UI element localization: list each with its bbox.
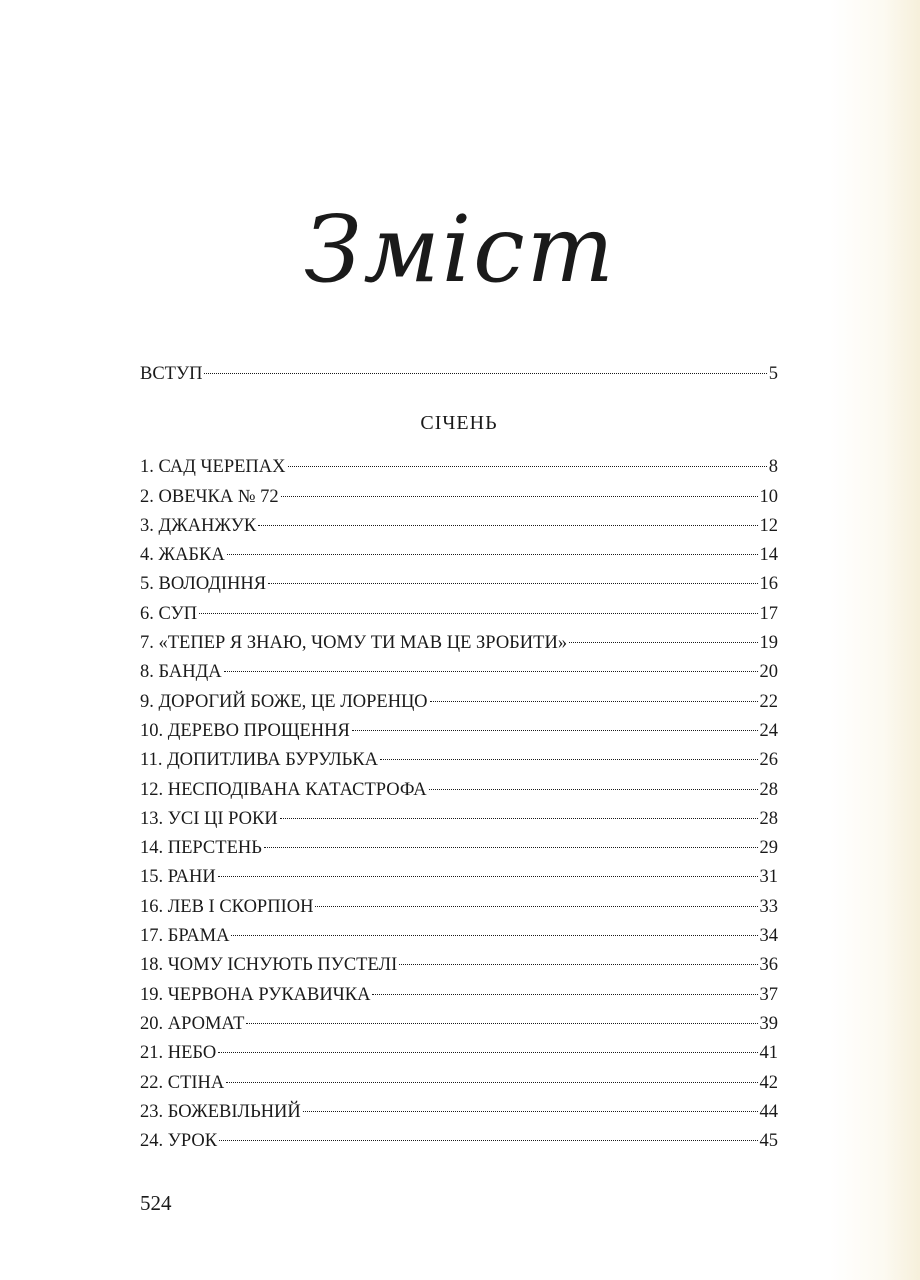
toc-entry	[140, 1098, 778, 1127]
toc-entry-label: ВСТУП	[140, 364, 203, 384]
toc-entry	[140, 453, 778, 482]
dot-leader	[218, 876, 758, 877]
dot-leader	[372, 994, 757, 995]
toc-entry	[140, 805, 778, 834]
dot-leader	[268, 583, 757, 584]
toc-entry	[140, 717, 778, 746]
toc-entry-page: 41	[759, 1043, 778, 1064]
toc-entry-label: 10. ДЕРЕВО ПРОЩЕННЯ	[140, 720, 350, 741]
dot-leader	[224, 671, 758, 672]
dot-leader	[258, 525, 757, 526]
dot-leader	[429, 789, 758, 790]
dot-leader	[226, 1082, 757, 1083]
toc-entry-page: 33	[759, 896, 778, 917]
toc-entry-page: 19	[759, 633, 778, 654]
toc-entry-label: 11. ДОПИТЛИВА БУРУЛЬКА	[140, 750, 378, 771]
toc-entry-page: 37	[759, 984, 778, 1005]
toc-entry-page: 42	[759, 1072, 778, 1093]
toc-entry-page: 12	[759, 515, 778, 536]
dot-leader	[231, 935, 757, 936]
toc-entry	[140, 629, 778, 658]
dot-leader	[204, 373, 766, 374]
toc-entry-label: 20. АРОМАТ	[140, 1013, 245, 1034]
toc-entry	[140, 541, 778, 570]
toc-entry	[140, 658, 778, 687]
toc-entry	[140, 570, 778, 599]
toc-entry-label: 3. ДЖАНЖУК	[140, 515, 257, 536]
toc-entry	[140, 746, 778, 775]
dot-leader	[303, 1111, 758, 1112]
toc-entry-label: 23. БОЖЕВІЛЬНИЙ	[140, 1101, 301, 1122]
toc-entry	[140, 776, 778, 805]
dot-leader	[315, 906, 757, 907]
dot-leader	[380, 759, 758, 760]
toc-entry	[140, 834, 778, 863]
toc-entry-label: 18. ЧОМУ ІСНУЮТЬ ПУСТЕЛІ	[140, 955, 398, 976]
toc-entry-label: 21. НЕБО	[140, 1043, 217, 1064]
toc-entry-label: 13. УСІ ЦІ РОКИ	[140, 808, 278, 829]
dot-leader	[399, 964, 757, 965]
dot-leader	[280, 818, 758, 819]
toc-entry-page: 24	[759, 720, 778, 741]
toc-entry-page: 20	[759, 662, 778, 683]
toc-entry-page: 28	[759, 779, 778, 800]
toc-entry	[140, 483, 778, 512]
toc-entry	[140, 863, 778, 892]
dot-leader	[281, 496, 758, 497]
page-title: Зміст	[304, 196, 616, 303]
toc-entry-label: 6. СУП	[140, 603, 198, 624]
toc-entry-label: 2. ОВЕЧКА № 72	[140, 486, 279, 507]
dot-leader	[219, 1140, 757, 1141]
toc-entry-label: 24. УРОК	[140, 1131, 218, 1152]
dot-leader	[264, 847, 758, 848]
toc-entry	[140, 1039, 778, 1068]
toc-entry-page: 28	[759, 808, 778, 829]
toc-entry-page: 5	[768, 364, 778, 384]
dot-leader	[199, 613, 757, 614]
toc-entry-label: 14. ПЕРСТЕНЬ	[140, 838, 262, 859]
toc-entry-label: 9. ДОРОГИЙ БОЖЕ, ЦЕ ЛОРЕНЦО	[140, 691, 428, 712]
toc-entry-list	[140, 453, 778, 1156]
toc-entry-page: 26	[759, 750, 778, 771]
toc-entry	[140, 951, 778, 980]
toc-entry-label: 7. «ТЕПЕР Я ЗНАЮ, ЧОМУ ТИ МАВ ЦЕ ЗРОБИТИ»	[140, 633, 568, 654]
toc-entry-page: 16	[759, 574, 778, 595]
toc-entry-label: 4. ЖАБКА	[140, 545, 225, 566]
table-of-contents	[140, 360, 778, 1156]
dot-leader	[246, 1023, 757, 1024]
toc-entry-page: 36	[759, 955, 778, 976]
toc-entry-label: 12. НЕСПОДІВАНА КАТАСТРОФА	[140, 779, 427, 800]
dot-leader	[288, 466, 767, 467]
toc-entry-page: 10	[759, 486, 778, 507]
toc-entry-page: 29	[759, 838, 778, 859]
toc-entry	[140, 922, 778, 951]
toc-entry-page: 39	[759, 1013, 778, 1034]
dot-leader	[569, 642, 757, 643]
dot-leader	[352, 730, 758, 731]
toc-entry	[140, 981, 778, 1010]
toc-entry	[140, 1010, 778, 1039]
toc-entry-page: 44	[759, 1101, 778, 1122]
toc-entry-page: 34	[759, 926, 778, 947]
toc-entry-page: 22	[759, 691, 778, 712]
toc-entry-label: 22. СТІНА	[140, 1072, 225, 1093]
toc-entry	[140, 1069, 778, 1098]
toc-entry	[140, 512, 778, 541]
toc-entry-label: 16. ЛЕВ І СКОРПІОН	[140, 896, 314, 917]
dot-leader	[227, 554, 758, 555]
toc-entry-label: 17. БРАМА	[140, 926, 230, 947]
toc-entry-label: 1. САД ЧЕРЕПАХ	[140, 457, 286, 478]
toc-entry-page: 17	[759, 603, 778, 624]
toc-entry-label: 8. БАНДА	[140, 662, 222, 683]
dot-leader	[430, 701, 758, 702]
dot-leader	[218, 1052, 757, 1053]
toc-entry	[140, 893, 778, 922]
section-heading: СІЧЕНЬ	[420, 412, 498, 435]
toc-entry	[140, 600, 778, 629]
toc-entry	[140, 688, 778, 717]
toc-entry-label: 5. ВОЛОДІННЯ	[140, 574, 267, 595]
page-number: 524	[140, 1191, 172, 1215]
toc-entry-intro	[140, 360, 778, 389]
toc-entry-page: 31	[759, 867, 778, 888]
toc-entry	[140, 1127, 778, 1156]
toc-entry-page: 14	[759, 545, 778, 566]
toc-entry-label: 15. РАНИ	[140, 867, 216, 888]
toc-entry-label: 19. ЧЕРВОНА РУКАВИЧКА	[140, 984, 371, 1005]
toc-entry-page: 45	[759, 1131, 778, 1152]
toc-entry-page: 8	[768, 457, 778, 478]
